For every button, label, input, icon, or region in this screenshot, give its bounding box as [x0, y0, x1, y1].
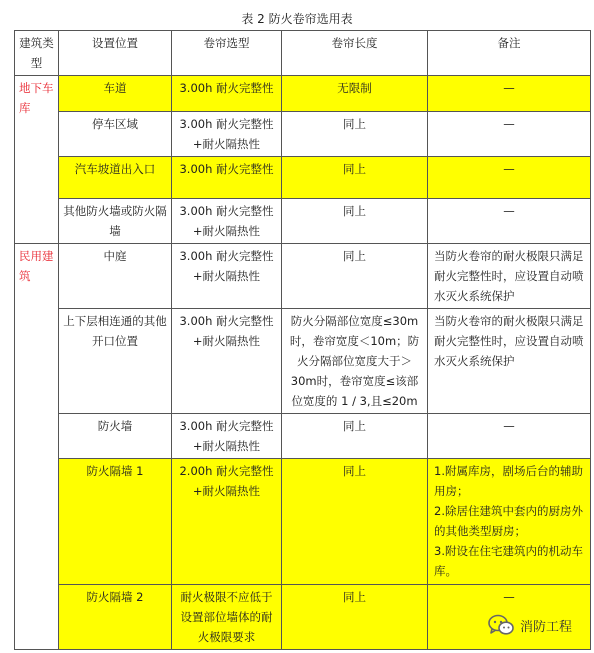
cell-shutter-length: 同上: [282, 459, 428, 585]
cell-shutter-length: 同上: [282, 112, 428, 157]
cell-location: 防火隔墙 1: [59, 459, 172, 585]
table-row: [15, 414, 591, 459]
cell-note: —: [428, 414, 591, 459]
watermark: [488, 612, 572, 638]
cell-shutter-type: 3.00h 耐火完整性: [172, 76, 282, 112]
cell-note: 当防火卷帘的耐火极限只满足耐火完整性时，应设置自动喷水灭火系统保护: [428, 244, 591, 309]
cell-shutter-type: 耐火极限不应低于设置部位墙体的耐火极限要求: [172, 585, 282, 650]
header-shutter-type: 卷帘选型: [172, 31, 282, 76]
cell-note: —: [428, 76, 591, 112]
cell-shutter-length: 无限制: [282, 76, 428, 112]
cell-location: 车道: [59, 76, 172, 112]
table-row: [15, 112, 591, 157]
header-note: 备注: [428, 31, 591, 76]
cell-note: 当防火卷帘的耐火极限只满足耐火完整性时，应设置自动喷水灭火系统保护: [428, 309, 591, 414]
cell-building-type: 民用建筑: [15, 244, 59, 650]
cell-note: —: [428, 585, 591, 650]
cell-location: 中庭: [59, 244, 172, 309]
table-row: [15, 309, 591, 414]
header-location: 设置位置: [59, 31, 172, 76]
note-line: 3.附设在住宅建筑内的机动车库。: [434, 544, 583, 578]
cell-shutter-length: 防火分隔部位宽度≤30m时，卷帘宽度＜10m；防火分隔部位宽度大于＞30m时，卷帘宽度≤该部位宽度的 1 / 3,且≤20m: [282, 309, 428, 414]
note-line: 1.附属库房，剧场后台的辅助用房；: [434, 464, 583, 498]
cell-note: —: [428, 112, 591, 157]
cell-shutter-length: 同上: [282, 157, 428, 199]
cell-shutter-type: 3.00h 耐火完整性+耐火隔热性: [172, 112, 282, 157]
cell-building-type: 地下车库: [15, 76, 59, 244]
table-row: [15, 459, 591, 585]
table-row: [15, 244, 591, 309]
table-caption: 表 2 防火卷帘选用表: [241, 12, 353, 26]
header-row: [15, 31, 591, 76]
cell-shutter-type: 2.00h 耐火完整性+耐火隔热性: [172, 459, 282, 585]
cell-note: [428, 459, 591, 585]
cell-shutter-length: 同上: [282, 414, 428, 459]
header-shutter-length: 卷帘长度: [282, 31, 428, 76]
cell-location: 防火墙: [59, 414, 172, 459]
table-row: [15, 157, 591, 199]
cell-shutter-type: 3.00h 耐火完整性+耐火隔热性: [172, 244, 282, 309]
header-building-type: 建筑类型: [15, 31, 59, 76]
cell-note: —: [428, 157, 591, 199]
wechat-icon: [488, 614, 514, 636]
cell-shutter-type: 3.00h 耐火完整性+耐火隔热性: [172, 414, 282, 459]
cell-shutter-type: 3.00h 耐火完整性+耐火隔热性: [172, 199, 282, 244]
watermark-text: 消防工程: [520, 619, 573, 635]
cell-location: 防火隔墙 2: [59, 585, 172, 650]
table-row: [15, 76, 591, 112]
table-row: [15, 199, 591, 244]
cell-location: 上下层相连通的其他开口位置: [59, 309, 172, 414]
cell-note: —: [428, 199, 591, 244]
cell-location: 汽车坡道出入口: [59, 157, 172, 199]
cell-shutter-type: 3.00h 耐火完整性+耐火隔热性: [172, 309, 282, 414]
cell-shutter-length: 同上: [282, 244, 428, 309]
cell-shutter-length: 同上: [282, 199, 428, 244]
cell-shutter-type: 3.00h 耐火完整性: [172, 157, 282, 199]
cell-location: 其他防火墙或防火隔墙: [59, 199, 172, 244]
note-line: 2.除居住建筑中套内的厨房外的其他类型厨房；: [434, 504, 583, 538]
cell-shutter-length: 同上: [282, 585, 428, 650]
cell-location: 停车区域: [59, 112, 172, 157]
fire-shutter-table: [14, 30, 591, 650]
